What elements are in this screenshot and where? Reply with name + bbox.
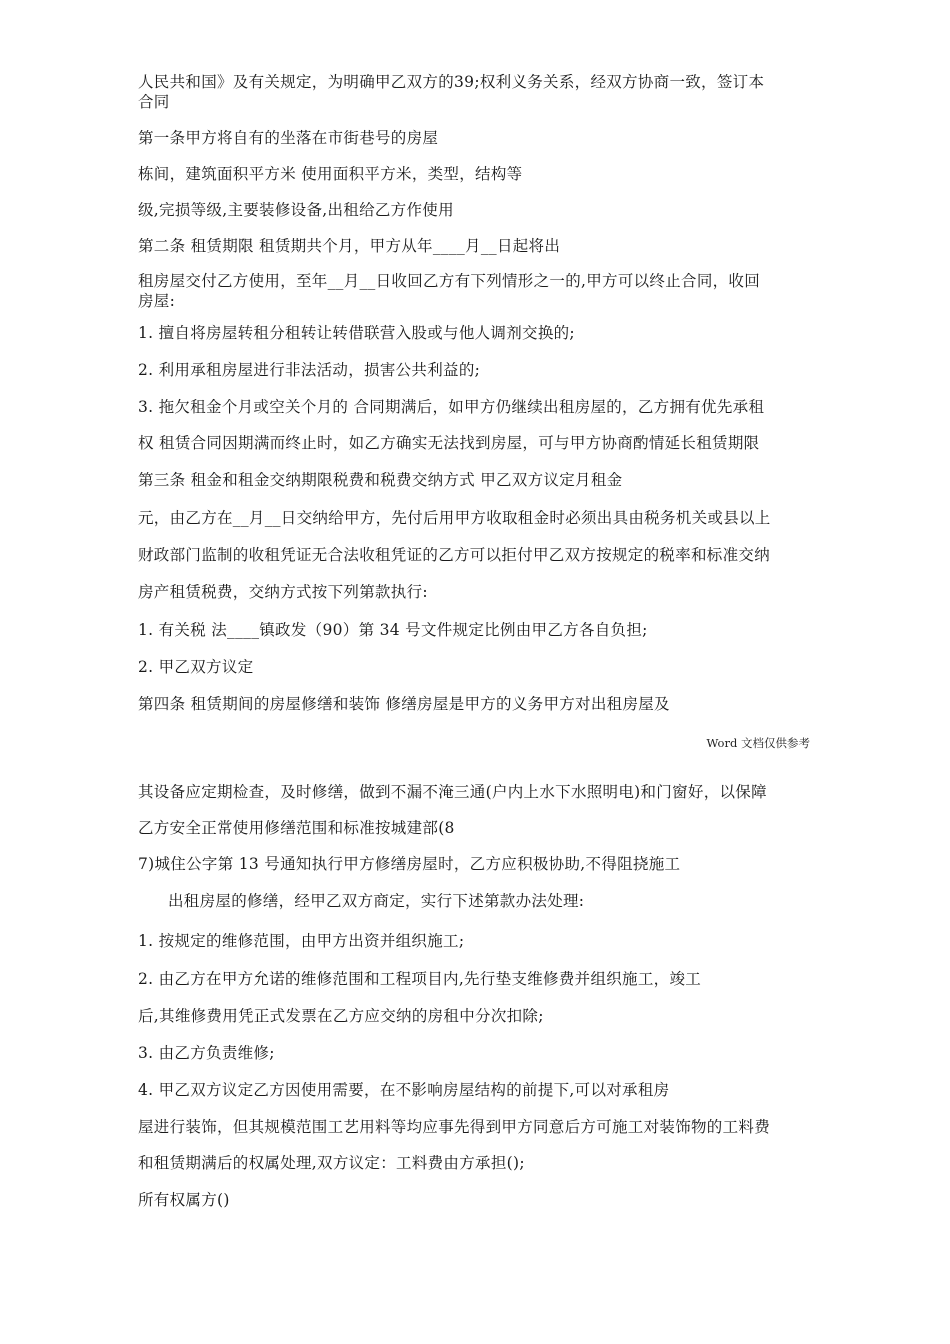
article-1-heading: 第一条甲方将自有的坐落在市街巷号的房屋 bbox=[138, 129, 439, 147]
list-item: 3. 拖欠租金个月或空关个月的 合同期满后，如甲方仍继续出租房屋的，乙方拥有优先承租 bbox=[138, 398, 765, 416]
article-4-heading: 第四条 租赁期间的房屋修缮和装饰 修缮房屋是甲方的义务甲方对出租房屋及 bbox=[138, 695, 670, 713]
text-line: 合同 bbox=[138, 93, 170, 111]
text-line: 房产租赁税费，交纳方式按下列第款执行: bbox=[138, 583, 428, 601]
text-line: 7)城住公字第 13 号通知执行甲方修缮房屋时，乙方应积极协助,不得阻挠施工 bbox=[138, 855, 681, 873]
text-line: 乙方安全正常使用修缮范围和标准按城建部(8 bbox=[138, 819, 455, 837]
text-line: 出租房屋的修缮，经甲乙双方商定，实行下述第款办法处理: bbox=[168, 892, 585, 910]
text-line: 后,其维修费用凭正式发票在乙方应交纳的房租中分次扣除; bbox=[138, 1007, 544, 1025]
text-line: 人民共和国》及有关规定，为明确甲乙双方的39;权利义务关系，经双方协商一致，签订本 bbox=[138, 73, 765, 91]
article-2-heading: 第二条 租赁期限 租赁期共个月，甲方从年____月__日起将出 bbox=[138, 237, 561, 255]
list-item: 1. 擅自将房屋转租分租转让转借联营入股或与他人调剂交换的; bbox=[138, 324, 575, 342]
text-line: 元，由乙方在__月__日交纳给甲方，先付后用甲方收取租金时必须出具由税务机关或县以上 bbox=[138, 509, 771, 527]
list-item: 2. 由乙方在甲方允诺的维修范围和工程项目内,先行垫支维修费并组织施工，竣工 bbox=[138, 970, 702, 988]
list-item: 4. 甲乙双方议定乙方因使用需要，在不影响房屋结构的前提下,可以对承租房 bbox=[138, 1081, 670, 1099]
list-item: 1. 按规定的维修范围，由甲方出资并组织施工; bbox=[138, 932, 465, 950]
text-line: 所有权属方() bbox=[138, 1191, 230, 1209]
list-item: 2. 利用承租房屋进行非法活动，损害公共利益的; bbox=[138, 361, 481, 379]
page-footer-note: Word 文档仅供参考 bbox=[706, 736, 810, 750]
text-line: 和租赁期满后的权属处理,双方议定：工料费由方承担(); bbox=[138, 1154, 525, 1172]
text-line: 权 租赁合同因期满而终止时，如乙方确实无法找到房屋，可与甲方协商酌情延长租赁期限 bbox=[138, 434, 760, 452]
text-line: 其设备应定期检查，及时修缮，做到不漏不淹三通(户内上水下水照明电)和门窗好，以保障 bbox=[138, 783, 767, 801]
text-line: 栋间，建筑面积平方米 使用面积平方米，类型，结构等 bbox=[138, 165, 523, 183]
list-item: 1. 有关税 法____镇政发（90）第 34 号文件规定比例由甲乙方各自负担; bbox=[138, 621, 648, 639]
text-line: 级,完损等级,主要装修设备,出租给乙方作使用 bbox=[138, 201, 454, 219]
text-line: 租房屋交付乙方使用，至年__月__日收回乙方有下列情形之一的,甲方可以终止合同，收回 bbox=[138, 272, 761, 290]
article-3-heading: 第三条 租金和租金交纳期限税费和税费交纳方式 甲乙双方议定月租金 bbox=[138, 471, 623, 489]
text-line: 房屋: bbox=[138, 292, 176, 310]
list-item: 2. 甲乙双方议定 bbox=[138, 658, 254, 676]
text-line: 屋进行装饰，但其规模范围工艺用料等均应事先得到甲方同意后方可施工对装饰物的工料费 bbox=[138, 1118, 771, 1136]
text-line: 财政部门监制的收租凭证无合法收租凭证的乙方可以拒付甲乙双方按规定的税率和标准交纳 bbox=[138, 546, 771, 564]
list-item: 3. 由乙方负责维修; bbox=[138, 1044, 275, 1062]
